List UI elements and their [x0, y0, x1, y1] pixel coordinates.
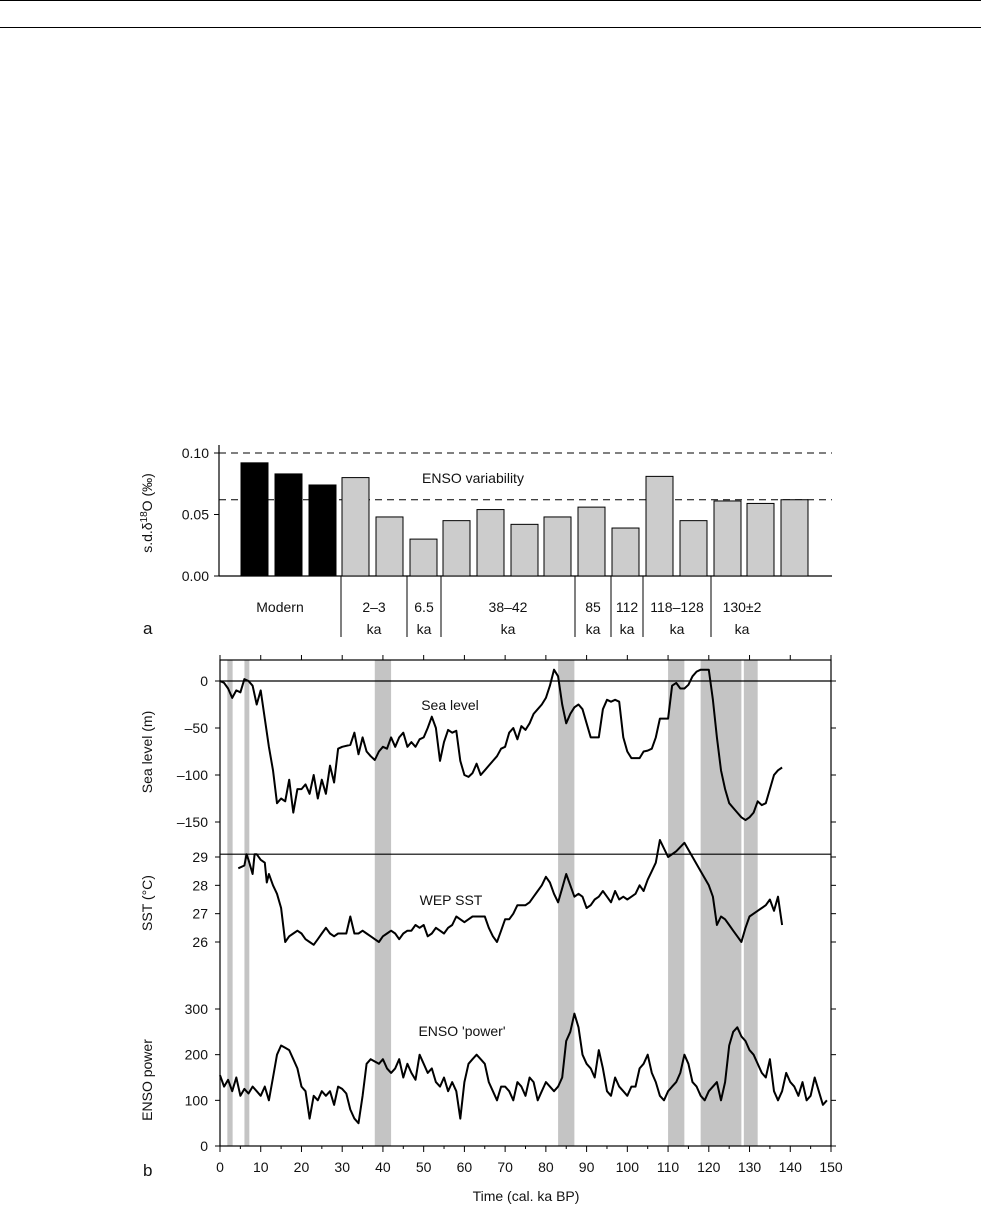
group-label-unit: ka	[734, 621, 750, 637]
shaded-interval	[701, 660, 742, 1146]
x-tick-label: 100	[615, 1159, 640, 1175]
x-tick-label: 110	[656, 1159, 680, 1175]
y-tick-label: –50	[184, 720, 208, 736]
group-label-unit: ka	[619, 621, 635, 637]
bar	[511, 524, 538, 576]
y-tick-label: 0.05	[181, 506, 209, 523]
x-tick-label: 140	[778, 1159, 802, 1175]
bar	[680, 521, 707, 576]
shaded-interval	[558, 660, 574, 1146]
group-label-unit: ka	[366, 621, 382, 637]
x-tick-label: 50	[415, 1159, 432, 1175]
bar	[309, 485, 336, 576]
bar	[376, 517, 403, 576]
group-label: 130±2	[722, 599, 762, 615]
y-tick-label: 26	[192, 934, 208, 950]
x-tick-label: 20	[293, 1159, 310, 1175]
series-name-label: ENSO 'power'	[418, 1023, 506, 1039]
y-tick-label: –100	[176, 767, 208, 783]
panel-label-a: a	[143, 619, 153, 638]
y-tick-label: 0	[200, 673, 208, 689]
x-tick-label: 130	[737, 1159, 762, 1175]
series-line	[238, 840, 782, 945]
y-tick-label: 300	[184, 1001, 208, 1017]
bar	[646, 476, 673, 576]
bar	[275, 474, 302, 576]
annotation-enso-variability: ENSO variability	[422, 470, 524, 486]
y-tick-label: 28	[192, 877, 208, 894]
bar	[443, 521, 470, 576]
group-label: 112	[615, 599, 639, 615]
bar	[747, 503, 774, 576]
y-tick-label: 200	[184, 1046, 208, 1063]
group-label-unit: ka	[500, 621, 516, 637]
group-label-unit: ka	[669, 621, 685, 637]
series-line	[220, 670, 782, 820]
y-tick-label: 0.10	[181, 445, 209, 461]
group-label: 6.5	[414, 599, 434, 615]
panel-a-bar-chart	[139, 445, 832, 638]
y-tick-label: 0	[200, 1138, 208, 1154]
series-name-label: Sea level	[421, 697, 479, 713]
x-tick-label: 40	[375, 1159, 391, 1175]
x-tick-label: 10	[252, 1159, 269, 1175]
bar	[241, 463, 268, 576]
group-label-unit: ka	[416, 621, 432, 637]
bar	[714, 501, 741, 576]
y-tick-label: 0.00	[181, 568, 209, 584]
group-label: 2–3	[362, 599, 386, 615]
shaded-interval	[668, 660, 684, 1146]
group-label: Modern	[256, 599, 304, 615]
x-tick-label: 30	[334, 1159, 350, 1175]
group-label: 118–128	[650, 599, 704, 615]
series-name-label: WEP SST	[419, 892, 483, 908]
bar	[477, 510, 504, 576]
shaded-interval	[744, 660, 758, 1146]
y-tick-label: –150	[176, 814, 208, 830]
y-tick-label: 29	[192, 849, 208, 865]
group-label: 85	[585, 599, 601, 615]
group-label-unit: ka	[585, 621, 601, 637]
bar	[612, 528, 639, 576]
bar	[578, 507, 605, 576]
x-tick-label: 90	[578, 1159, 595, 1175]
x-axis-label: Time (cal. ka BP)	[472, 1188, 580, 1204]
panel-b-time-series	[139, 655, 843, 1204]
x-tick-label: 120	[697, 1159, 721, 1175]
bar	[544, 517, 571, 576]
y-tick-label: 100	[184, 1092, 208, 1109]
y-axis-label: Sea level (m)	[139, 710, 155, 794]
shaded-interval	[227, 660, 232, 1146]
bar	[781, 500, 808, 576]
panel-label-b: b	[143, 1161, 153, 1180]
x-tick-label: 0	[216, 1159, 224, 1175]
bar	[410, 539, 437, 576]
shaded-interval	[244, 660, 249, 1146]
y-tick-label: 27	[192, 905, 208, 922]
x-tick-label: 150	[819, 1159, 843, 1175]
shaded-interval	[375, 660, 391, 1146]
x-tick-label: 80	[538, 1159, 554, 1175]
y-axis-label: ENSO power	[139, 1039, 155, 1121]
bar	[342, 478, 369, 576]
x-tick-label: 70	[497, 1159, 513, 1175]
y-axis-label: SST (°C)	[139, 875, 155, 931]
group-label: 38–42	[488, 599, 528, 615]
x-tick-label: 60	[456, 1159, 473, 1175]
y-axis-label: $s.d.\delta^{18}O$ (‰)	[139, 473, 155, 553]
